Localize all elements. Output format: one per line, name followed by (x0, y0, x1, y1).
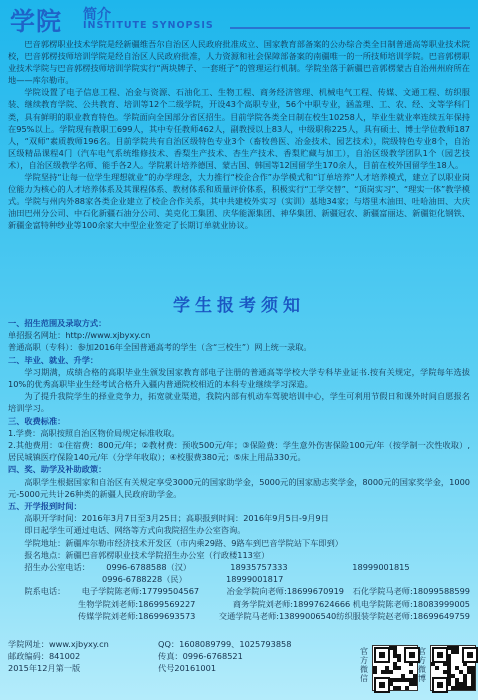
header-divider (230, 27, 470, 29)
dept-row (8, 598, 470, 610)
qr-module (389, 670, 393, 674)
school-dates: 高职开学时间：2016年3月7日至3月25日；高职报到时间：2016年9月5日-9月9日 (24, 513, 329, 524)
phone-row (8, 573, 470, 585)
qr-finder-pattern (409, 652, 416, 659)
qr-finder-pattern (467, 652, 474, 659)
dept-row (8, 610, 470, 622)
dept-phone: 商务学院刘老师:18997624666 (232, 598, 351, 609)
footer-row (8, 650, 338, 662)
intro-paragraph: 学院坚持“让每一位学生理想就业”的办学理念，大力推行“校企合作”办学模式和“订单培养”人才培养模式，建立了以职业岗位能力为核心的人才培养体系及其课程体系、教材体系和质量评价体系，积极实行“工学交替”、“顶岗实习”、“理实一体”教学模式。学院与州内外88家各类企业建立了校企合作关系，其中共建校外实习（实训）基地34家；与塔里木油田、吐哈油田、大庆油田巴州分公司、中石化新疆石油分公司、美克化工集团、庆华能源集团、神华集团、新疆冠农、新疆富丽达、新疆钜化钢铁、新疆金富特种纱业等100余家大中型企业签定了长期订单就业协议。 (8, 172, 470, 231)
graduation-paragraph: 学习期满，成绩合格的高职毕业生颁发国家教育部电子注册的普通高等学校大学专科毕业证书.按有关规定，学院每年选拔10%的优秀高职毕业生经考试合格升入疆内普通院校相近的本科专业继续学习深造。 (8, 366, 470, 390)
phone-number: 0996-6788588（汉） (106, 562, 192, 573)
qr-finder-pattern (379, 682, 386, 689)
footer-date: 2015年12月第一版 (8, 663, 81, 674)
school-address: 学院地址：新疆库尔勒市经济技术开发区（市内乘29路、9路车到巴音学院站下车即到） (24, 537, 343, 548)
phone-number: 0996-6788228（民） (102, 574, 187, 585)
footer-website: 学院网址：www.xjbyxy.cn (8, 639, 109, 649)
footer-code: 代号20161001 (158, 663, 217, 674)
section-english-title: INSTITUTE SYNOPSIS (83, 20, 214, 31)
depts-label: 院系电话： (24, 586, 66, 597)
section-subtitle: 简介 (83, 7, 111, 23)
contact-note: 即日起学生可通过电话、网络等方式向我院招生办公室咨询。 (24, 525, 246, 536)
phone-number: 18935757333 (230, 562, 288, 573)
tuition-line: 1.学费：高职按照自治区物价局规定标准收取。 (8, 427, 180, 438)
footer-row (8, 638, 338, 650)
intro-paragraph: 学院设置了电子信息工程、冶金与资源、石油化工、生物工程、商务经济管理、机械电气工程、传媒、文通工程、纺织服装、继续教育学院、公共教育、培训等12个二级学院，开设43个高职专业，56个中职专业，涵盖理、工、农、经、文等学科门类，具有鲜明的职业教育特色。学院面向全国部分省区招生。目前学院各类全日制在校生10258人，毕业生就业率连续五年保持在95%以上。学院现有教职工699人，其中专任教师462人，副教授以上83人，中级职称225人，具有硕士、博士学位教师187人，“双师”素质教师196名。目前学院共有自治区级特色专业3个（畜牧兽医、冶金技术、园艺技术），院级特色专业8个，自治区级精品课程4门（汽车电气系统维修技术、香梨生产技术、杏生产技术、香梨贮藏与加工），自治区级教学团队1个（园艺技术），自治区级教学名师、能手各2人。学院累计培养德国、蒙古国、韩国等12国留学生170余人，目前在校外国留学生18人。 (8, 87, 470, 170)
department-phones (8, 585, 470, 622)
phone-number: 18999001817 (226, 574, 284, 585)
dept-phone: 机电学院陈老师:18083999005 (352, 598, 470, 609)
qr-finder-pattern (437, 652, 444, 659)
admissions-body (8, 317, 470, 622)
section-heading: 二、毕业、就业、升学： (8, 354, 99, 365)
admissions-title: 学生报考须知 (173, 296, 305, 316)
footer-row (8, 662, 338, 674)
qr-caption-wechat: 官方微信 (360, 647, 368, 683)
phone-number: 18999001815 (352, 562, 410, 573)
phone-row (8, 561, 470, 573)
qr-module (413, 682, 417, 686)
qr-module (397, 686, 401, 690)
footer-postcode: 邮政编码：841002 (8, 651, 81, 662)
qr-module (405, 686, 409, 690)
dept-phone: 交通学院马老师:13899006540 (218, 610, 337, 621)
dept-phone: 纺织服装学院赵老师:18699649759 (336, 610, 470, 621)
section-heading: 五、开学报到时间： (8, 501, 82, 512)
section-title: 学院 (10, 7, 63, 36)
dept-phone: 电子学院陈老师:17799504567 (81, 586, 200, 597)
qr-finder-pattern (437, 682, 444, 689)
qr-module (471, 686, 475, 690)
header-banner (0, 0, 478, 36)
qr-caption-weibo: 官方微博 (418, 647, 426, 683)
signup-website: 单招报名网址：http://www.xjbyxy.cn (8, 330, 151, 341)
wechat-qr-code (372, 645, 418, 691)
phones-label: 招生办公室电话： (24, 562, 90, 573)
dept-phone: 冶金学院向老师:18699670919 (226, 586, 344, 597)
dept-phone: 传媒学院刘老师:18699693573 (78, 610, 196, 621)
weibo-qr-code (430, 645, 476, 691)
footer-qq: QQ：1608089799、1025793858 (158, 639, 292, 649)
footer (8, 638, 338, 674)
qr-module (397, 666, 401, 670)
scholarship-paragraph: 高职学生根据国家和自治区有关规定享受3000元的国家助学金，5000元的国家励志奖学金，8000元的国家奖学金，1000元-5000元共计26种类的新疆人民政府助学金。 (8, 476, 470, 499)
general-admission: 普通高职（专科）：参加2016年全国普通高考的学生（含“三校生”）网上统一录取。 (8, 342, 312, 353)
dept-row (8, 585, 470, 597)
intro-text (8, 38, 470, 232)
other-fees-line: 2.其他费用：①住宿费：800元/年；②教材费：预收500元/年；③保险费：学生意外伤害保险100元/年（按学制一次性收取）,居民城镇医疗保险140元/年（分学年收取）；④校服费380元；⑤床上用品330元。 (8, 440, 470, 463)
qr-module (435, 666, 439, 670)
section-heading: 四、奖、助学及补助政策： (8, 464, 107, 475)
signup-office: 报名地点：新疆巴音郭楞职业技术学院招生办公室（行政楼113室） (24, 549, 270, 560)
dept-phone: 石化学院马老师:18099588599 (352, 586, 470, 597)
dept-phone: 生物学院刘老师:18699569227 (78, 598, 196, 609)
section-heading: 一、招生范围及录取方式： (8, 318, 107, 328)
qr-module (373, 670, 377, 674)
section-heading: 三、收费标准： (8, 415, 66, 426)
qr-module (397, 658, 401, 662)
intro-paragraph: 巴音郭楞职业技术学院是经新疆维吾尔自治区人民政府批准成立、国家教育部备案的公办综合类全日制普通高等职业技术院校，巴音郭楞技师培训学院是经自治区人民政府批准，人力资源和社会保障部备案的南疆唯一的一所技师培训学院。巴音郭楞职业技术学院与巴音郭楞技师培训学院实行“两块牌子、一套班子”的管理运行机制。学院坐落于新疆巴音郭楞蒙古自治州州府所在地——库尔勒市。 (8, 39, 470, 86)
driving-paragraph: 为了提升我院学生的择业竞争力，拓宽就业渠道，我院内部有机动车驾驶培训中心，学生可利用节假日和课外时间自愿报名培训学习。 (8, 391, 470, 414)
footer-fax: 传真：0996-6768521 (158, 651, 243, 662)
qr-module (455, 650, 459, 654)
qr-finder-pattern (379, 652, 386, 659)
